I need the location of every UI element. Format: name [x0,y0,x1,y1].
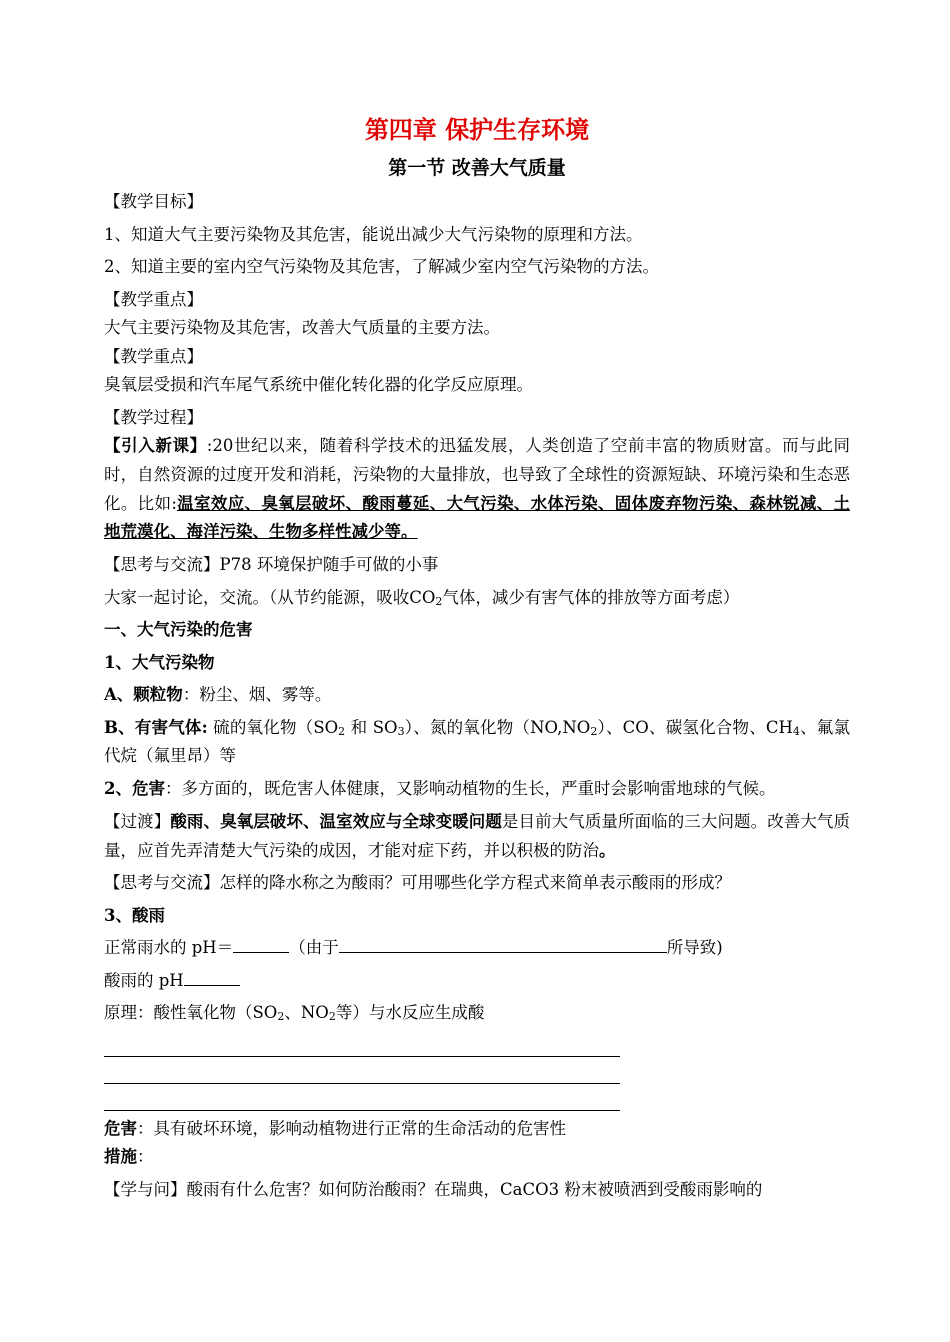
process-header: 【教学过程】 [104,407,203,427]
transition-bold: 酸雨、臭氧层破坏、温室效应与全球变暖问题 [170,811,502,831]
intro-paragraph [104,432,850,547]
section-heading-1: 一、大气污染的危害 [104,620,253,640]
focus-header-1: 【教学重点】 [104,289,203,309]
acid-ph-text: 酸雨的 pH [104,970,184,990]
normal-ph-line [104,934,850,963]
harm-text: ：多方面的，既危害人体健康，又影响动植物的生长，严重时会影响雷地球的气候。 [164,779,776,799]
subscript: 2 [328,1010,336,1024]
subheading-pollutants: 1、大气污染物 [104,652,215,672]
subscript: 4 [792,724,800,738]
particulates-label: A、颗粒物 [104,685,183,705]
reason-answer-blank[interactable] [339,934,667,953]
subheading-acid-rain: 3、酸雨 [104,905,165,925]
goal-2: 2、知道主要的室内空气污染物及其危害，了解减少室内空气污染物的方法。 [104,257,659,276]
particulates-line [104,681,850,710]
goal-1: 1、知道大气主要污染物及其危害，能说出减少大气污染物的原理和方法。 [104,224,643,244]
subscript: 2 [590,724,598,738]
principle-text-a: 原理：酸性氧化物（SO [104,1003,278,1023]
transition-end: 。 [599,840,616,860]
answer-line-1[interactable] [104,1030,620,1057]
answer-line-2[interactable] [104,1057,620,1084]
subscript: 2 [277,1010,285,1024]
focus-header-2: 【教学重点】 [104,346,203,366]
focus-2: 臭氧层受损和汽车尾气系统中催化转化器的化学反应原理。 [104,375,533,394]
intro-label: 【引入新课】 [104,436,207,455]
normal-ph-text-b: （由于 [289,938,339,958]
particulates-text: ：粉尘、烟、雾等。 [182,685,332,705]
normal-ph-text-c: 所导致) [666,938,723,958]
discussion-line [104,584,850,613]
section-title: 第一节 改善大气质量 [388,157,566,179]
gas-text-d: ）、CO、碳氢化合物、CH [597,717,793,737]
think-exchange-2: 【思考与交流】怎样的降水称之为酸雨？可用哪些化学方程式来简单表示酸雨的形成？ [104,873,731,893]
transition-label: 【过渡】 [104,811,171,831]
harm-label: 2、危害 [104,779,165,799]
ph-answer-blank[interactable] [233,934,289,953]
transition-text: 是目前大气质量所面临的三大问题。改善大气质量，应首先弄清楚大气污染的成因，才能对症下药，并以积极的防治 [104,811,851,860]
measures-line [104,1143,850,1172]
document-page [104,112,850,1204]
think-exchange-1: 【思考与交流】P78 环境保护随手可做的小事 [104,555,439,575]
principle-text-b: 、NO [284,1003,329,1023]
measures-text: ： [137,1147,154,1167]
acid-ph-blank[interactable] [184,967,240,986]
danger-text: ：具有破坏环境，影响动植物进行正常的生命活动的危害性 [137,1118,566,1138]
focus-1: 大气主要污染物及其危害，改善大气质量的主要方法。 [104,318,500,337]
gas-text-c: ）、氮的氧化物（NO,NO [404,717,591,737]
harmful-gas-label: B、有害气体: [104,717,208,737]
transition-paragraph [104,808,850,866]
answer-line-3[interactable] [104,1084,620,1111]
harmful-gas-paragraph [104,714,850,772]
intro-text: :20世纪以来，随着科学技术的迅猛发展，人类创造了空前丰富的物质财富。而与此同时，自然资源的过度开发和消耗，污染物的大量排放，也导致了全球性的资源短缺、环境污染和生态恶化。比如: [104,436,850,513]
measures-label: 措施 [104,1147,137,1167]
discussion-text-a: 大家一起讨论，交流。（从节约能源，吸收CO [104,587,436,607]
acid-ph-line [104,967,850,996]
normal-ph-text-a: 正常雨水的 pH＝ [104,938,234,958]
goals-header: 【教学目标】 [104,192,203,211]
gas-text-a: 硫的氧化物（SO [207,717,339,737]
gas-text-e: 、氟氯代烷（氟里昂）等 [104,717,850,766]
principle-line [104,999,850,1028]
learn-and-ask: 【学与问】酸雨有什么危害？如何防治酸雨？在瑞典，CaCO3 粉末被喷洒到受酸雨影响的 [104,1179,763,1199]
subscript: 2 [338,724,346,738]
danger-line [104,1115,850,1144]
gas-text-b: 和 SO [345,717,398,737]
chapter-title: 第四章 保护生存环境 [364,115,590,144]
harm-line [104,775,850,804]
discussion-text-b: 气体，减少有害气体的排放等方面考虑） [442,587,740,607]
principle-text-c: 等）与水反应生成酸 [335,1003,485,1023]
intro-bold-list: 温室效应、臭氧层破坏、酸雨蔓延、大气污染、水体污染、固体废弃物污染、森林锐减、土地荒漠化、海洋污染、生物多样性减少等。 [104,493,850,542]
subscript: 2 [435,594,443,608]
danger-label: 危害 [104,1118,137,1138]
subscript: 3 [397,724,405,738]
